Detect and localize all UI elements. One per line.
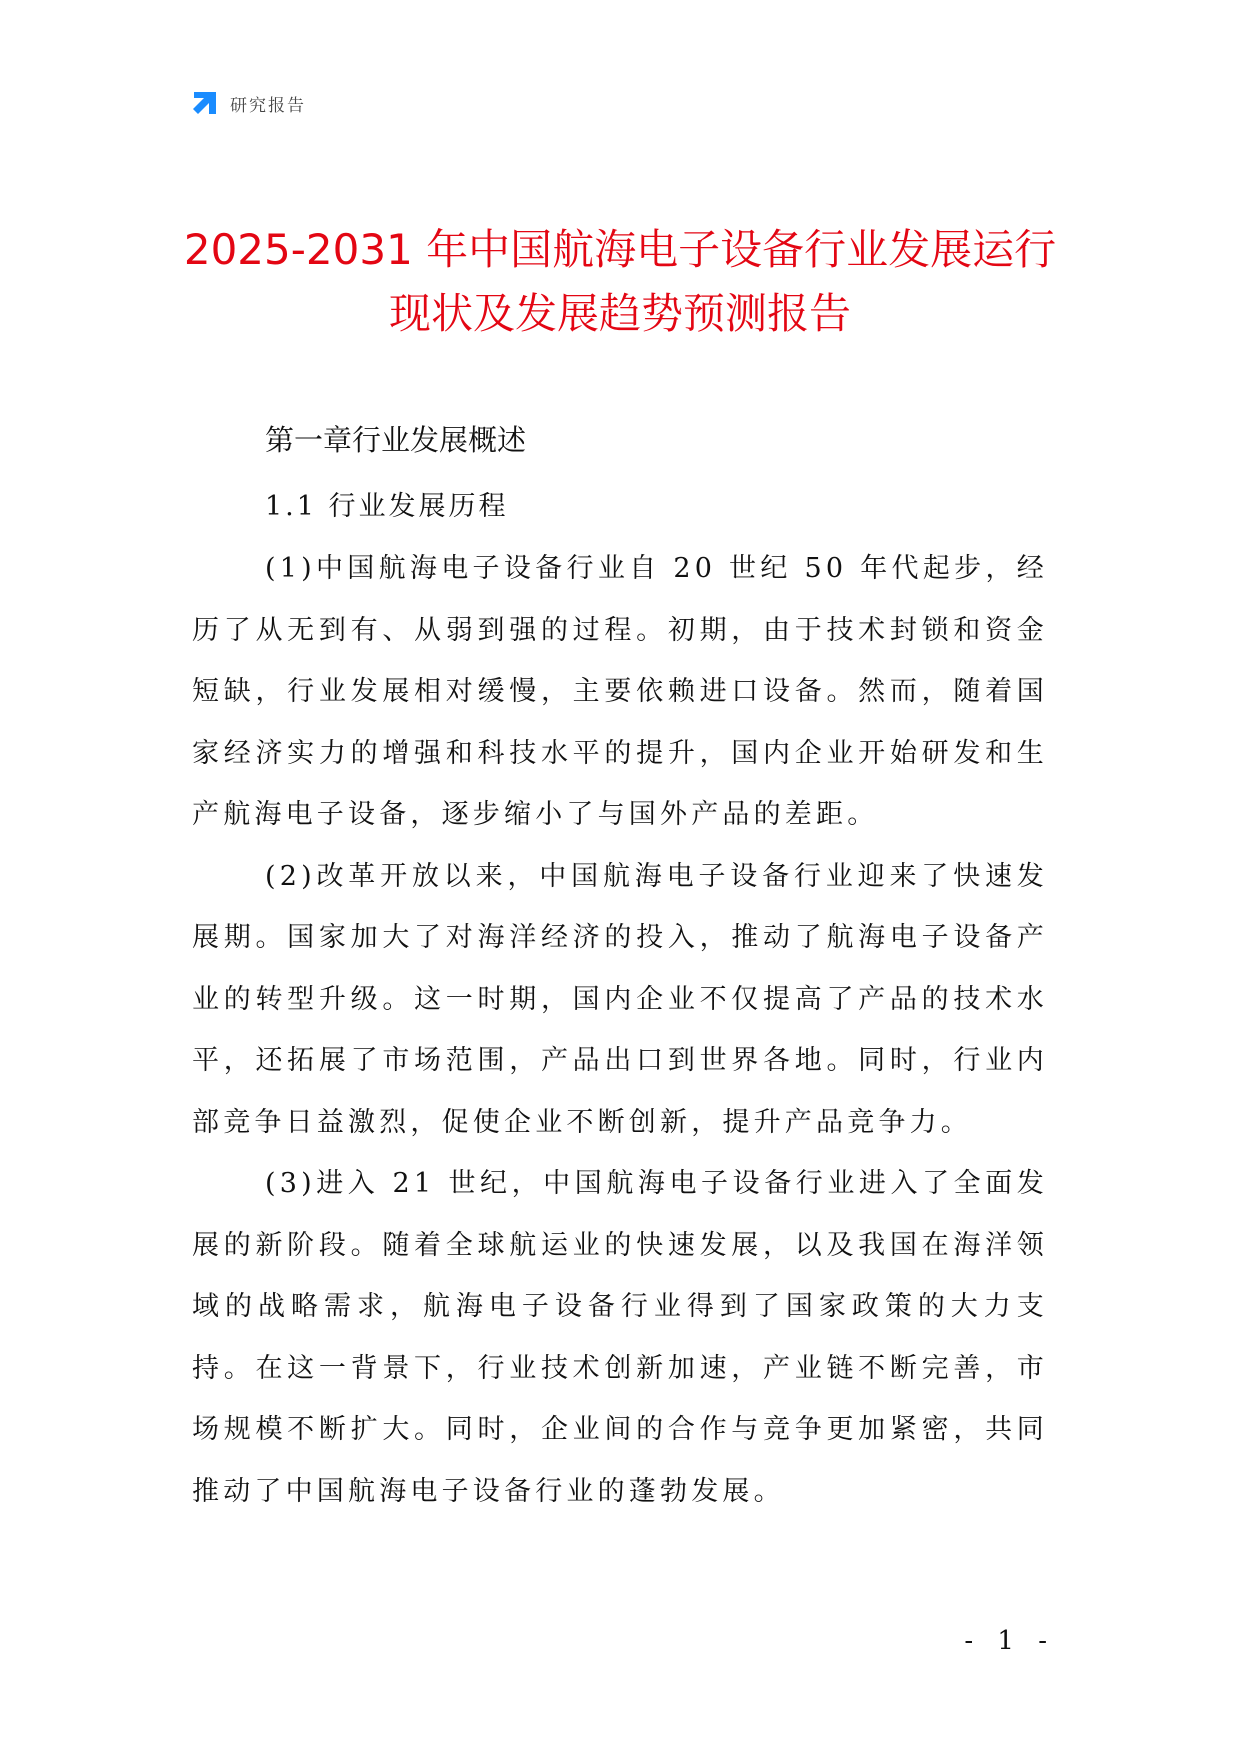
body-text (192, 538, 1048, 1522)
arrow-up-right-icon (190, 88, 220, 118)
section-heading: 1.1 行业发展历程 (265, 491, 509, 522)
paragraph: (2)改革开放以来，中国航海电子设备行业迎来了快速发展期。国家加大了对海洋经济的投入，推动了航海电子设备产业的转型升级。这一时期，国内企业不仅提高了产品的技术水平，还拓展了市场范围，产品出口到世界各地。同时，行业内部竞争日益激烈，促使企业不断创新，提升产品竞争力。 (192, 860, 1048, 1138)
document-title: 2025-2031 年中国航海电子设备行业发展运行现状及发展趋势预测报告 (183, 225, 1057, 338)
paragraph: (3)进入 21 世纪，中国航海电子设备行业进入了全面发展的新阶段。随着全球航运业的快速发展，以及我国在海洋领域的战略需求，航海电子设备行业得到了国家政策的大力支持。在这一背景下，行业技术创新加速，产业链不断完善，市场规模不断扩大。同时，企业间的合作与竞争更加紧密，共同推动了中国航海电子设备行业的蓬勃发展。 (192, 1168, 1048, 1507)
page-number: - 1 - (964, 1626, 1055, 1656)
report-header (190, 88, 306, 118)
chapter-heading: 第一章行业发展概述 (265, 423, 527, 457)
header-label: 研究报告 (230, 95, 306, 116)
paragraph: (1)中国航海电子设备行业自 20 世纪 50 年代起步，经历了从无到有、从弱到强的过程。初期，由于技术封锁和资金短缺，行业发展相对缓慢，主要依赖进口设备。然而，随着国家经济实力的增强和科技水平的提升，国内企业开始研发和生产航海电子设备，逐步缩小了与国外产品的差距。 (192, 553, 1048, 830)
